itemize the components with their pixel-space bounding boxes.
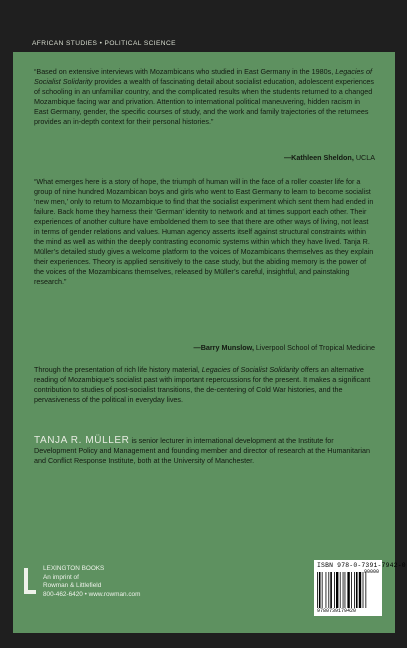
book-title: Legacies of Socialist Solidarity: [34, 67, 372, 86]
barcode-bars-icon: [317, 572, 379, 608]
publisher-name: LEXINGTON BOOKS: [43, 565, 105, 572]
series-label: AFRICAN STUDIES • POLITICAL SCIENCE: [32, 40, 176, 47]
lexington-logo-icon: [21, 568, 37, 594]
quote-text-pre: “Based on extensive interviews with Mozambicans who studied in East Germany in the 1980s,: [34, 67, 336, 76]
green-panel: [13, 52, 395, 633]
book-description: [34, 365, 374, 405]
publisher-parent: Rowman & Littlefield: [43, 582, 102, 590]
publisher-contact: 800-462-6420 • www.rowman.com: [43, 590, 141, 598]
author-name: TANJA R. MÜLLER: [34, 435, 130, 446]
bio-text: is senior lecturer in international development at the Institute for Development Policy and Management and founding member and director of research at the Humanitarian and Conflict Response Institute, both at the University of Manchester.: [34, 436, 371, 465]
author-bio: [34, 436, 374, 466]
quote-text-post: provides a wealth of fascinating detail about socialist education, adolescent experiences of schooling in an unfamiliar country, and the complicated results when the students returned to a changed Mozambique facing war and privation. Attention to international political maneuvering, hidden racism in East Germany, gender, the specific courses of study, and the work and family trajectories of the returnees provides an in-depth context for their personal histories.”: [34, 77, 375, 126]
reviewer-name: —Kathleen Sheldon,: [283, 153, 354, 162]
review-quote-1: [34, 67, 374, 127]
quote-1-attribution: [284, 153, 375, 163]
description-pre: Through the presentation of rich life history material,: [34, 365, 202, 374]
publisher-block: [21, 562, 201, 612]
quote-2-attribution: [194, 343, 376, 353]
publisher-text: [43, 565, 140, 599]
review-quote-2: “What emerges here is a story of hope, the triumph of human will in the face of a roller coaster life for a group of nine hundred Mozambican boys and girls who went to East Germany to learn to become socialist ‘new men,’ only to return to Mozambique to find that the socialist experiment which sent them had ended in failure. Back home they harness their ‘German’ identity to network and at times support each other. Their experiences of another culture have emboldened them to see that there are other ways of living, not least in terms of gender relations and values. Human agency asserts itself against structural constraints within the mind as well as within the deeply contrasting economic systems within which they have lived. Tanja R. Müller’s detailed study gives a welcome platform to the voices of Mozambicans themselves as they explain their experiences. Theory is applied sensitively to the case study, but the abiding memory is the power of the voices of the Mozambicans themselves, released by Müller’s careful, insightful, and painstaking research.”: [34, 177, 374, 286]
publisher-imprint-line: An imprint of: [43, 573, 79, 581]
price-code: 90000: [363, 569, 379, 575]
isbn-barcode: [314, 560, 406, 616]
reviewer-affiliation: UCLA: [353, 153, 375, 162]
reviewer-affiliation: Liverpool School of Tropical Medicine: [253, 343, 375, 352]
book-title: Legacies of Socialist Solidarity: [201, 365, 299, 374]
description-post: offers an alternative reading of Mozambique’s socialist past with important repercussions for the present. It makes a significant contribution to studies of post-socialist transitions, the de-centering of Cold War histories, and the pervasiveness of the political in everyday lives.: [34, 365, 371, 404]
barcode-digits: 9780739179420: [317, 608, 357, 614]
reviewer-name: —Barry Munslow,: [193, 343, 254, 352]
isbn-number: ISBN 978-0-7391-7942-0: [317, 562, 406, 569]
